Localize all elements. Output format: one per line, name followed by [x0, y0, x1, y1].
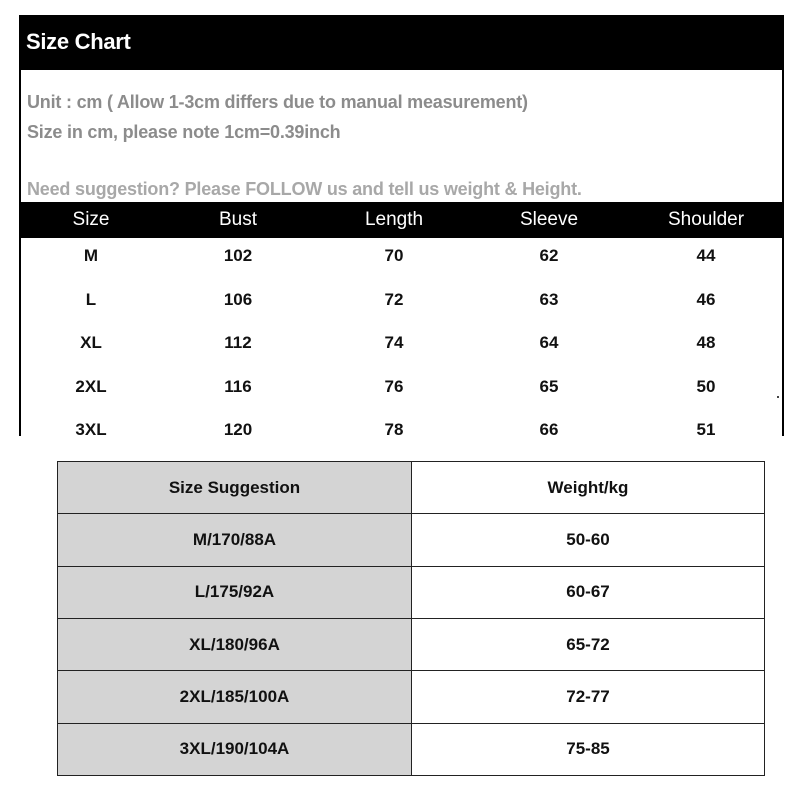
length-cell: 72 [384, 290, 404, 309]
sleeve-cell: 65 [539, 377, 559, 396]
column-header-size-suggestion: Size Suggestion [58, 462, 412, 514]
length-cell: 74 [384, 333, 404, 352]
column-header-sleeve: Sleeve [519, 209, 579, 230]
bust-cell: 102 [223, 246, 253, 265]
suggestion-row [58, 671, 765, 723]
suggestion-weight-cell: 60-67 [412, 566, 765, 618]
size-cell: 2XL [75, 377, 107, 396]
length-cell: 78 [384, 420, 404, 439]
bust-cell: 106 [223, 290, 253, 309]
size-row-m [21, 246, 782, 286]
suggestion-size-cell: 3XL/190/104A [58, 723, 412, 775]
column-header-length: Length [364, 209, 424, 230]
unit-note: Unit : cm ( Allow 1-3cm differs due to manual measurement) [27, 92, 528, 112]
suggestion-weight-cell: 65-72 [412, 618, 765, 670]
bust-cell: 120 [223, 420, 253, 439]
suggestion-weight-cell: 50-60 [412, 514, 765, 566]
conversion-note: Size in cm, please note 1cm=0.39inch [27, 122, 341, 142]
shoulder-cell: 44 [696, 246, 716, 265]
bust-cell: 116 [224, 377, 252, 396]
size-chart-body [19, 238, 784, 439]
length-cell: 70 [384, 246, 404, 265]
size-chart-panel [19, 15, 784, 439]
column-header-shoulder: Shoulder [667, 209, 745, 230]
suggestion-size-cell: 2XL/185/100A [58, 671, 412, 723]
size-row-2xl [21, 377, 782, 417]
stray-dot [777, 396, 779, 398]
column-header-weight: Weight/kg [412, 462, 765, 514]
size-chart-title-bar [19, 15, 784, 70]
size-chart-header-row [19, 202, 784, 238]
suggestion-size-cell: XL/180/96A [58, 618, 412, 670]
column-header-bust: Bust [218, 209, 258, 230]
size-cell: 3XL [75, 420, 107, 439]
suggestion-weight-cell: 72-77 [412, 671, 765, 723]
size-chart-title: Size Chart [26, 29, 131, 54]
sleeve-cell: 62 [539, 246, 559, 265]
sleeve-cell: 63 [539, 290, 559, 309]
shoulder-cell: 48 [696, 333, 716, 352]
size-cell: M [83, 246, 99, 265]
shoulder-cell: 51 [696, 420, 716, 439]
shoulder-cell: 46 [696, 290, 716, 309]
size-suggestion-table [57, 461, 765, 776]
suggestion-size-cell: L/175/92A [58, 566, 412, 618]
size-cell: XL [80, 333, 102, 352]
suggestion-note: Need suggestion? Please FOLLOW us and tell us weight & Height. [27, 179, 582, 199]
sleeve-cell: 64 [539, 333, 559, 352]
size-suggestion-header-row [58, 462, 765, 514]
length-cell: 76 [384, 377, 404, 396]
size-chart-notes [19, 70, 784, 202]
suggestion-weight-cell: 75-85 [412, 723, 765, 775]
suggestion-row [58, 723, 765, 775]
size-row-xl [21, 333, 782, 373]
suggestion-size-cell: M/170/88A [58, 514, 412, 566]
shoulder-cell: 50 [696, 377, 716, 396]
column-header-size: Size [72, 209, 110, 230]
suggestion-row [58, 566, 765, 618]
size-row-l [21, 290, 782, 330]
size-row-3xl [21, 420, 782, 460]
bust-cell: 112 [224, 333, 252, 352]
size-cell: L [85, 290, 97, 309]
suggestion-row [58, 618, 765, 670]
sleeve-cell: 66 [539, 420, 559, 439]
suggestion-row [58, 514, 765, 566]
